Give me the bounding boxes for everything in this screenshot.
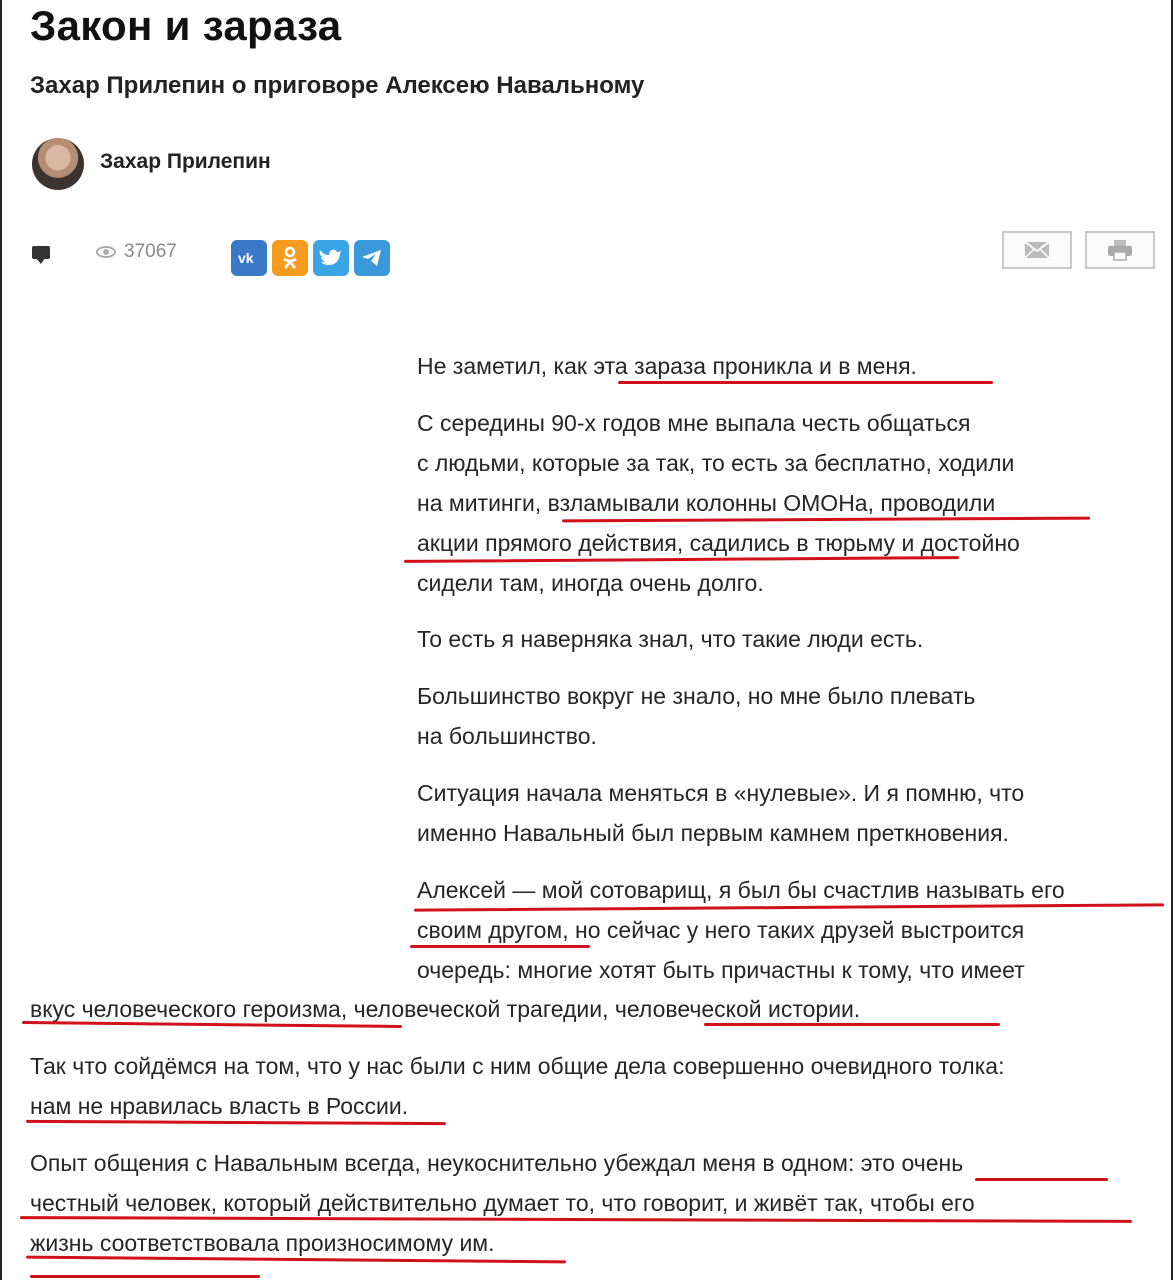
text-line: вкус человеческого героизма, человеческой трагедии, человеческой истории.: [30, 996, 861, 1022]
email-button[interactable]: [1002, 231, 1072, 269]
text-line: на большинство.: [417, 723, 597, 749]
share-vk-button[interactable]: [231, 240, 267, 276]
telegram-icon: [360, 248, 384, 268]
text-line: Опыт общения с Навальным всегда, неукоснительно убеждал меня в одном: это очень: [30, 1150, 964, 1176]
text-line: Так что сойдёмся на том, что у нас были с ним общие дела совершенно очевидного толка:: [30, 1053, 1005, 1079]
text-line: нам не нравилась власть в России.: [30, 1093, 409, 1119]
author-avatar[interactable]: [32, 138, 84, 190]
text-line: То есть я наверняка знал, что такие люди есть.: [417, 626, 924, 652]
red-underline: [410, 945, 590, 948]
article-title: Закон и зараза: [30, 2, 342, 49]
text-line: честный человек, который действительно думает то, что говорит, и живёт так, чтобы его: [30, 1190, 975, 1216]
twitter-icon: [319, 248, 343, 268]
author-name[interactable]: Захар Прилепин: [100, 150, 271, 173]
text-line: сидели там, иногда очень долго.: [417, 570, 764, 596]
text-line: Не заметил, как эта зараза проникла и в меня.: [417, 353, 917, 379]
printer-icon: [1107, 239, 1133, 261]
text-line: Алексей — мой сотоварищ, я был бы счастлив называть его: [417, 877, 1065, 903]
text-line: Большинство вокруг не знало, но мне было плевать: [417, 683, 976, 709]
red-underline: [704, 1023, 1000, 1026]
article-subtitle: Захар Прилепин о приговоре Алексею Навальному: [30, 72, 645, 99]
text-line: Ситуация начала меняться в «нулевые». И я помню, что: [417, 780, 1025, 806]
text-line: своим другом, но сейчас у него таких друзей выстроится: [417, 917, 1025, 943]
text-line: акции прямого действия, садились в тюрьму и достойно: [417, 530, 1020, 556]
text-line: именно Навальный был первым камнем преткновения.: [417, 820, 1009, 846]
envelope-icon: [1024, 241, 1050, 259]
share-ok-button[interactable]: [272, 240, 308, 276]
vk-icon: [237, 250, 261, 266]
share-twitter-button[interactable]: [313, 240, 349, 276]
comments-icon[interactable]: [32, 246, 50, 259]
red-underline: [30, 1275, 260, 1278]
svg-text:vk: vk: [238, 250, 254, 266]
share-telegram-button[interactable]: [354, 240, 390, 276]
odnoklassniki-icon: [280, 246, 300, 270]
text-line: с людьми, которые за так, то есть за бесплатно, ходили: [417, 450, 1015, 476]
eye-icon: [96, 246, 116, 258]
red-underline: [618, 381, 993, 384]
views-count: 37067: [124, 241, 177, 262]
text-line: жизнь соответствовала произносимому им.: [30, 1230, 495, 1256]
print-button[interactable]: [1085, 231, 1155, 269]
text-line: на митинги, взламывали колонны ОМОНа, проводили: [417, 490, 996, 516]
text-line: очередь: многие хотят быть причастны к тому, что имеет: [417, 957, 1025, 983]
text-line: С середины 90-х годов мне выпала честь общаться: [417, 410, 971, 436]
views-counter: [96, 241, 177, 263]
red-underline: [975, 1178, 1108, 1181]
